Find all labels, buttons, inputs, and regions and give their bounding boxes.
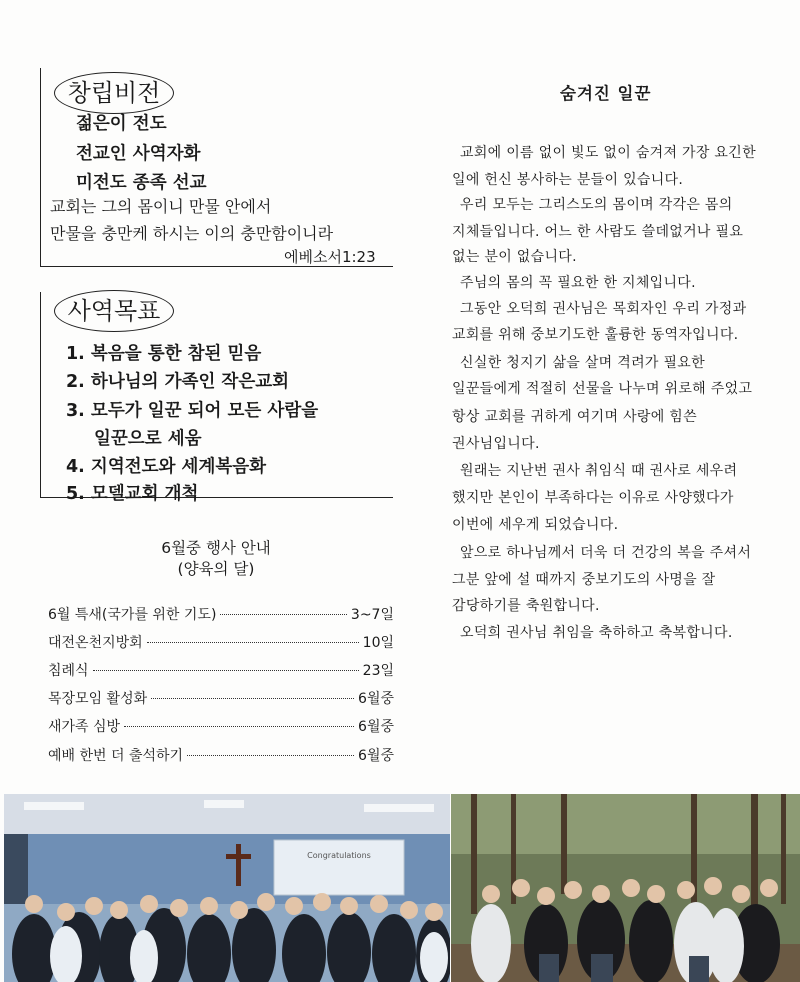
event-row <box>48 745 394 765</box>
banner-text: Congratulations <box>307 851 371 860</box>
article-title: 숨겨진 일꾼 <box>560 84 652 103</box>
article-line: 했지만 본인이 부족하다는 이유로 사양했다가 <box>452 490 734 506</box>
event-date: 6월중 <box>358 691 394 707</box>
goal-item-3: 3. 모두가 일꾼 되어 모든 사람을 <box>66 401 319 421</box>
event-label: 침례식 <box>48 663 89 679</box>
article-line: 지체들입니다. 어느 한 사람도 쓸데없거나 필요 <box>452 224 744 240</box>
group-photo-indoor <box>4 794 450 982</box>
events-title: 6월중 행사 안내 <box>161 539 271 557</box>
leader-dots <box>187 755 354 756</box>
article-line: 일꾼들에게 적절히 선물을 나누며 위로해 주었고 <box>452 381 753 397</box>
goals-title: 사역목표 <box>54 290 174 332</box>
article-line: 신실한 청지기 삶을 살며 격려가 필요한 <box>460 355 705 371</box>
goal-item-4: 4. 지역전도와 세계복음화 <box>66 457 267 477</box>
article-line: 항상 교회를 귀하게 여기며 사랑에 힘쓴 <box>452 409 697 425</box>
event-date: 3~7일 <box>350 607 394 623</box>
event-date: 6월중 <box>358 748 394 764</box>
event-date: 6월중 <box>358 719 394 735</box>
article-line: 일에 헌신 봉사하는 분들이 있습니다. <box>452 172 684 188</box>
goal-item-5: 5. 모델교회 개척 <box>66 484 199 504</box>
events-subtitle: (양육의 달) <box>177 560 255 578</box>
event-label: 대전온천지방회 <box>48 635 143 651</box>
leader-dots <box>151 698 354 699</box>
leader-dots <box>124 726 354 727</box>
event-label: 목장모임 활성화 <box>48 691 148 707</box>
vision-reference: 에베소서1:23 <box>284 248 376 266</box>
leader-dots <box>93 670 359 671</box>
event-row <box>48 688 394 708</box>
event-label: 예배 한번 더 출석하기 <box>48 748 184 764</box>
article-line: 우리 모두는 그리스도의 몸이며 각각은 몸의 <box>460 197 733 213</box>
vision-verse-line-2: 만물을 충만케 하시는 이의 충만함이니라 <box>50 224 334 243</box>
article-line: 주님의 몸의 꼭 필요한 한 지체입니다. <box>460 275 696 291</box>
leader-dots <box>220 614 347 615</box>
event-label: 새가족 심방 <box>48 719 121 735</box>
vision-title: 창립비전 <box>54 72 174 114</box>
article-line: 그동안 오덕희 권사님은 목회자인 우리 가정과 <box>460 301 747 317</box>
vision-item-1: 젊은이 전도 <box>76 114 167 134</box>
goal-item-1: 1. 복음을 통한 참된 믿음 <box>66 344 262 364</box>
article-line: 앞으로 하나님께서 더욱 더 건강의 복을 주셔서 <box>460 545 752 561</box>
leader-dots <box>147 642 359 643</box>
event-row <box>48 632 394 652</box>
vision-verse-line-1: 교회는 그의 몸이니 만물 안에서 <box>50 197 272 216</box>
article-line: 권사님입니다. <box>452 436 540 452</box>
article-line: 원래는 지난번 권사 취임식 때 권사로 세우려 <box>460 463 738 479</box>
event-row <box>48 604 394 624</box>
event-label: 6월 특새(국가를 위한 기도) <box>48 607 217 623</box>
event-row <box>48 660 394 680</box>
event-row <box>48 716 394 736</box>
article-line: 그분 앞에 설 때까지 중보기도의 사명을 잘 <box>452 572 716 588</box>
event-date: 10일 <box>362 635 394 651</box>
vision-item-3: 미전도 종족 선교 <box>76 173 207 193</box>
article-line: 교회를 위해 중보기도한 훌륭한 동역자입니다. <box>452 327 739 343</box>
article-line: 감당하기를 축원합니다. <box>452 598 600 614</box>
vision-item-2: 전교인 사역자화 <box>76 144 201 164</box>
goal-item-3-cont: 일꾼으로 세움 <box>94 429 202 449</box>
article-line: 교회에 이름 없이 빛도 없이 숨겨져 가장 요긴한 <box>460 145 756 161</box>
event-date: 23일 <box>362 663 394 679</box>
article-line: 없는 분이 없습니다. <box>452 249 577 265</box>
group-photo-outdoor <box>451 794 800 982</box>
article-line: 이번에 세우게 되었습니다. <box>452 517 619 533</box>
goal-item-2: 2. 하나님의 가족인 작은교회 <box>66 372 290 392</box>
article-line: 오덕희 권사님 취임을 축하하고 축복합니다. <box>460 625 733 641</box>
